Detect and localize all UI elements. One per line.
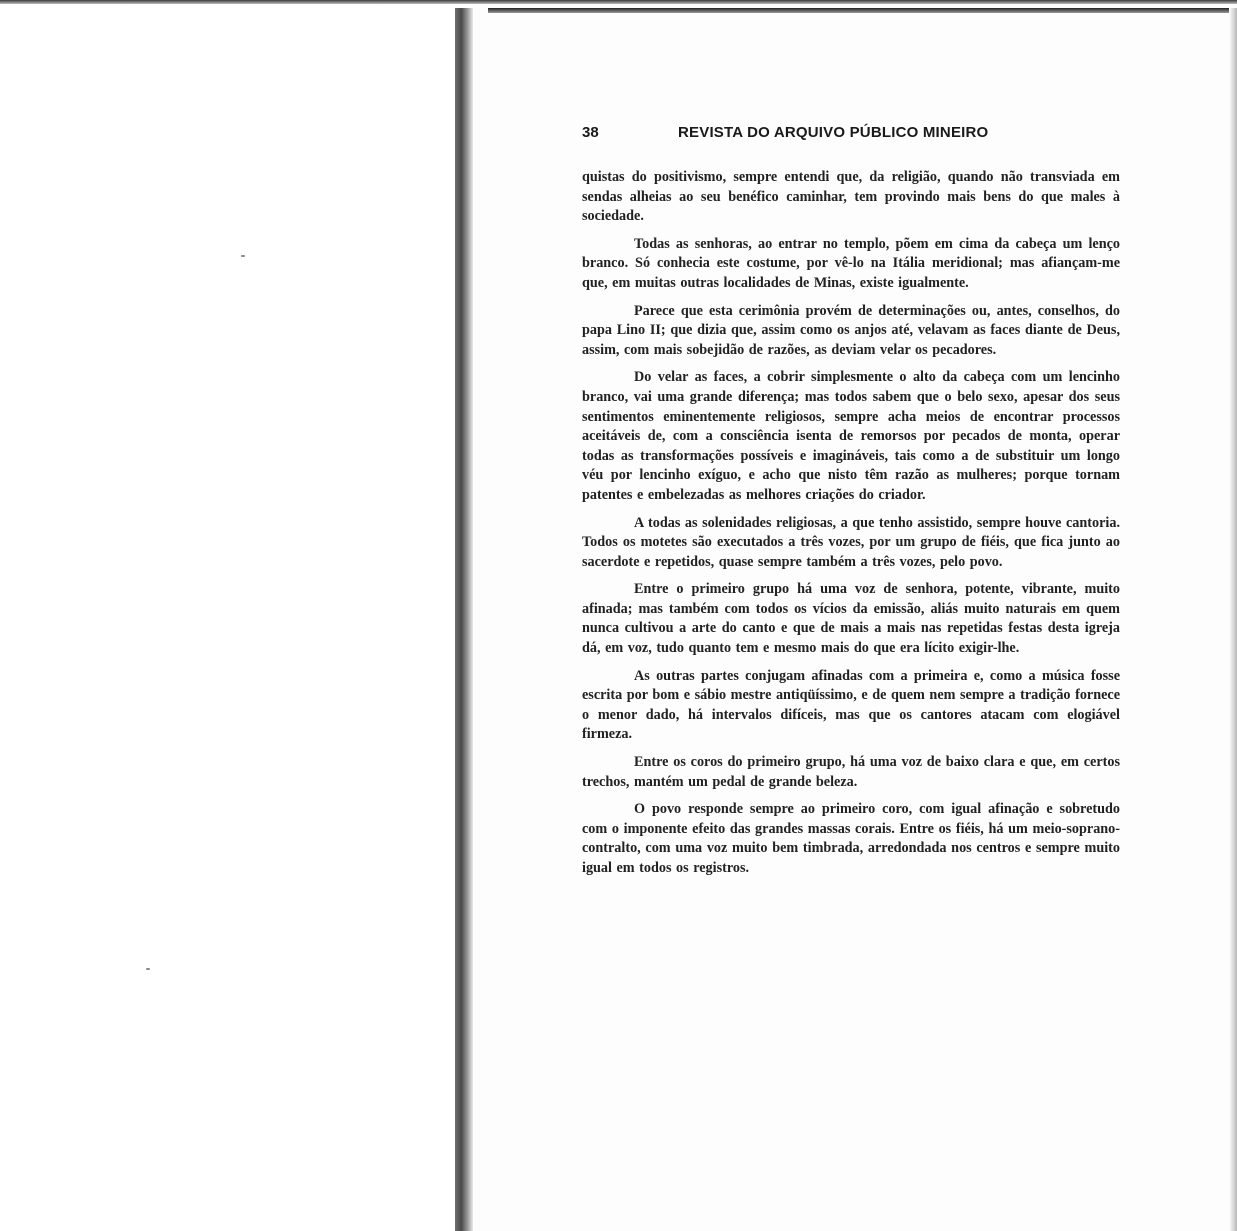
left-blank-page [0, 4, 455, 1231]
scan-speck [146, 968, 150, 970]
book-gutter [455, 8, 473, 1231]
paragraph: Do velar as faces, a cobrir simplesmente o alto da cabeça com um lencinho branco, vai uma grande diferença; mas todos sabem que o belo sexo, apesar dos seus sentimentos eminentemente religiosos, sempre acha meios de encontrar processos aceitáveis de, com a consciência isenta de remorsos por pecados de monta, operar todas as transformações possíveis e imagináveis, tais como a de substituir um longo véu por lencinho exíguo, e acho que nisto têm razão as mulheres; porque tornam patentes e embelezadas as melhores criações do criador. [582, 369, 1120, 503]
paragraph: A todas as solenidades religiosas, a que tenho assistido, sempre houve cantoria. Todos os motetes são executados a três vozes, por um grupo de fiéis, que fica junto ao sacerdote e repetidos, quase sempre também a três vozes, pelo povo. [582, 514, 1120, 570]
paragraph: quistas do positivismo, sempre entendi que, da religião, quando não transviada em sendas alheias ao seu benéfico caminhar, tem provindo mais bens do que males à sociedade. [582, 169, 1120, 225]
paragraph: Entre os coros do primeiro grupo, há uma voz de baixo clara e que, em certos trechos, mantém um pedal de grande beleza. [582, 754, 1120, 790]
page-right-edge [1229, 8, 1237, 1231]
running-title: REVISTA DO ARQUIVO PÚBLICO MINEIRO [678, 124, 989, 141]
page-top-shadow [488, 8, 1237, 13]
page-header [582, 124, 1122, 141]
text-body [582, 168, 1120, 887]
paragraph: Entre o primeiro grupo há uma voz de senhora, potente, vibrante, muito afinada; mas também com todos os vícios da emissão, aliás muito naturais em quem nunca cultivou a arte do canto e que de mais a mais nas repetidas festas desta igreja dá, em voz, tudo quanto tem e mesmo mais do que era lícito exigir-lhe. [582, 581, 1120, 657]
page-number: 38 [582, 124, 599, 141]
paragraph: Parece que esta cerimônia provém de determinações ou, antes, conselhos, do papa Lino II; que dizia que, assim como os anjos até, velavam as faces diante de Deus, assim, com mais sobejidão de razões, as deviam velar os pecadores. [582, 302, 1120, 358]
scan-speck [241, 255, 245, 257]
paragraph: As outras partes conjugam afinadas com a primeira e, como a música fosse escrita por bom e sábio mestre antiqüíssimo, e de quem nem sempre a tradição fornece o menor dado, há intervalos difíceis, mas que os cantores atacam com elogiável firmeza. [582, 667, 1120, 743]
paragraph: Todas as senhoras, ao entrar no templo, põem em cima da cabeça um lenço branco. Só conhecia este costume, por vê-lo na Itália meridional; mas afiançam-me que, em muitas outras localidades de Minas, existe igualmente. [582, 235, 1120, 291]
paragraph: O povo responde sempre ao primeiro coro, com igual afinação e sobretudo com o imponente efeito das grandes massas corais. Entre os fiéis, há um meio-soprano-contralto, com uma voz muito bem timbrada, arredondada nos centros e sempre muito igual em todos os registros. [582, 801, 1120, 876]
